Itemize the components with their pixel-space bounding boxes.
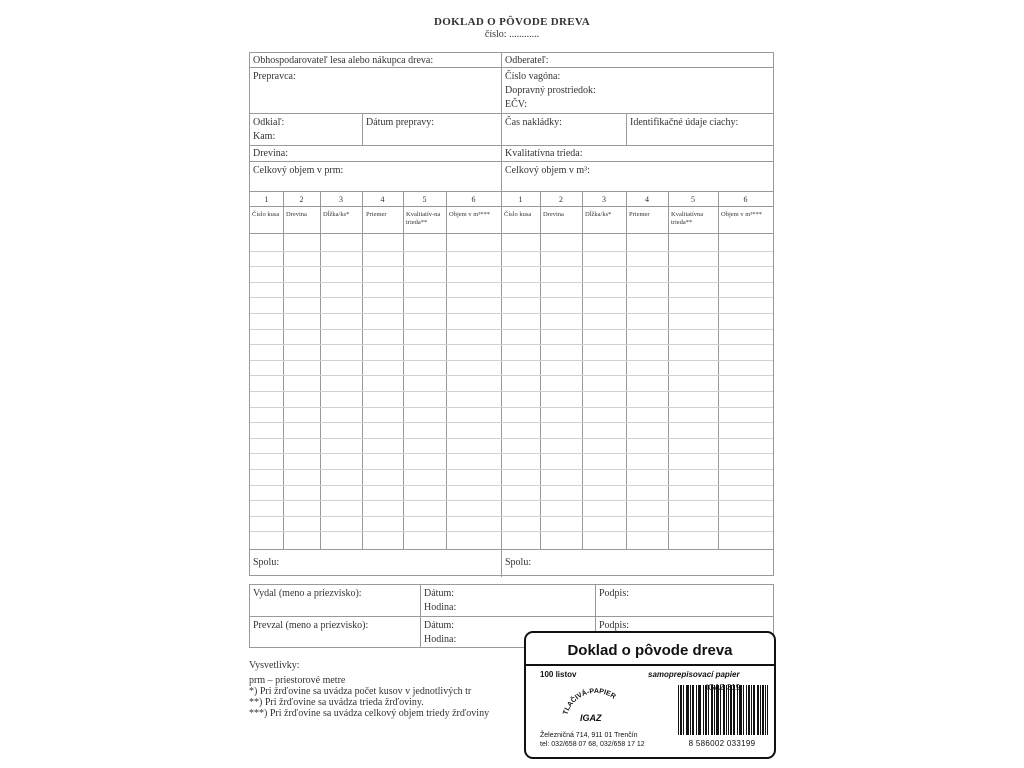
cell-divider — [626, 113, 627, 145]
column-divider — [362, 191, 363, 549]
barcode-bar — [693, 685, 694, 735]
barcode-bar — [724, 685, 725, 735]
row-line — [250, 453, 773, 454]
column-divider — [446, 191, 447, 549]
origin-form — [249, 52, 774, 576]
column-header: Dĺžka/ks* — [323, 211, 350, 218]
barcode-bar — [698, 685, 699, 735]
column-number: 2 — [299, 195, 304, 204]
barcode-bar — [741, 685, 742, 735]
column-divider — [283, 191, 284, 549]
phone: tel: 032/658 07 68, 032/658 17 12 — [540, 741, 645, 748]
barcode-bar — [717, 685, 718, 735]
barcode-bar — [712, 685, 713, 735]
barcode-bar — [767, 685, 768, 735]
barcode-bar — [746, 685, 747, 735]
product-title: Doklad o pôvode dreva — [567, 642, 733, 659]
document-number: číslo: ............ — [484, 29, 540, 40]
row-line — [250, 313, 773, 314]
column-header: Drevina — [543, 211, 564, 218]
product-code: IGAZ — [706, 683, 725, 692]
row-line — [250, 407, 773, 408]
column-divider — [718, 191, 719, 549]
barcode-bar — [718, 685, 719, 735]
barcode-bar — [711, 685, 712, 735]
barcode-digits: 8 586002 033199 — [688, 739, 756, 748]
column-number: 6 — [743, 195, 748, 204]
column-divider — [320, 191, 321, 549]
barcode-bar — [734, 685, 735, 735]
barcode-bar — [699, 685, 700, 735]
column-header: Priemer — [366, 211, 387, 218]
received-date-label: Dátum: — [424, 620, 454, 631]
barcode-bar — [720, 685, 721, 735]
row-line — [250, 344, 773, 345]
barcode-bar — [692, 685, 693, 735]
column-header: Objem v m³*** — [449, 211, 490, 218]
cell-divider — [362, 113, 363, 145]
barcode-bar — [740, 685, 741, 735]
received-signature-label: Podpis: — [599, 620, 630, 631]
loading-time-label: Čas nakládky: — [505, 117, 562, 128]
barcode-bar — [762, 685, 763, 735]
barcode-bar — [700, 685, 701, 735]
issued-label: Vydal (meno a priezvisko): — [253, 588, 362, 599]
notes-heading: Vysvetlivky: — [249, 660, 300, 671]
address: Železničná 714, 911 01 Trenčín — [540, 732, 638, 739]
issued-hour-label: Hodina: — [424, 602, 457, 613]
barcode-bar — [760, 685, 761, 735]
column-header: Objem v m³*** — [721, 211, 762, 218]
id-data-label: Identifikačné údaje ciachy: — [630, 117, 739, 128]
barcode-bar — [757, 685, 758, 735]
column-header: Drevina — [286, 211, 307, 218]
row-divider — [250, 206, 773, 207]
row-line — [250, 375, 773, 376]
row-line — [250, 329, 773, 330]
column-header: Kvalitatívna trieda** — [671, 211, 704, 226]
volume-m3-label: Celkový objem v m³: — [505, 165, 590, 176]
row-line — [250, 516, 773, 517]
barcode-bar — [680, 685, 681, 735]
manager-label: Obhospodarovateľ lesa alebo nákupca dreva: — [253, 55, 434, 66]
barcode-bar — [753, 685, 754, 735]
column-header: Dĺžka/ks* — [585, 211, 612, 218]
row-divider — [250, 616, 773, 617]
buyer-label: Odberateľ: — [505, 55, 549, 66]
barcode-bar — [758, 685, 759, 735]
row-divider — [250, 67, 773, 68]
row-divider — [250, 191, 773, 192]
barcode-bar — [748, 685, 749, 735]
logo-arc-text: TLAČIVÁ-PAPIER — [562, 687, 617, 716]
column-number: 5 — [691, 195, 695, 204]
cell-divider — [420, 585, 421, 647]
barcode-bar — [705, 685, 706, 735]
row-divider — [250, 113, 773, 114]
barcode-bar — [714, 685, 715, 735]
product-label — [524, 631, 776, 759]
barcode-bar — [730, 685, 731, 735]
row-divider — [250, 161, 773, 162]
center-divider — [501, 53, 502, 577]
received-label: Prevzal (meno a priezvisko): — [253, 620, 369, 631]
barcode-bar — [683, 685, 684, 735]
column-header: Priemer — [629, 211, 650, 218]
barcode-bar — [678, 685, 679, 735]
barcode-bar — [687, 685, 688, 735]
row-line — [250, 266, 773, 267]
barcode-bar — [739, 685, 740, 735]
transport-date-label: Dátum prepravy: — [366, 117, 435, 128]
volume-prm-label: Celkový objem v prm: — [253, 165, 344, 176]
row-divider — [250, 145, 773, 146]
column-divider — [540, 191, 541, 549]
column-number: 6 — [471, 195, 476, 204]
notes-line: prm – priestorové metre — [249, 675, 346, 686]
carrier-label: Prepravca: — [253, 71, 296, 82]
row-line — [250, 251, 773, 252]
barcode — [676, 685, 770, 737]
received-hour-label: Hodina: — [424, 634, 457, 645]
barcode-bar — [731, 685, 732, 735]
barcode-bar — [751, 685, 752, 735]
column-header: Číslo kusa — [504, 211, 532, 218]
notes — [249, 660, 489, 719]
barcode-bar — [754, 685, 755, 735]
sheet-count: 100 listov — [540, 670, 577, 679]
column-number: 3 — [602, 195, 606, 204]
column-number: 4 — [645, 195, 649, 204]
column-number: 4 — [380, 195, 385, 204]
total-label-left: Spolu: — [253, 557, 280, 568]
paper-type: samoprepisovací papier — [648, 670, 740, 679]
logo-text: IGAZ — [580, 713, 602, 723]
barcode-bar — [708, 685, 709, 735]
issued-signature-label: Podpis: — [599, 588, 630, 599]
to-label: Kam: — [253, 131, 276, 142]
row-line — [250, 282, 773, 283]
row-divider — [250, 233, 773, 234]
column-number: 5 — [422, 195, 427, 204]
column-header: Číslo kusa — [252, 211, 280, 218]
row-line — [250, 422, 773, 423]
ecv-label: EČV: — [505, 99, 528, 110]
column-number: 2 — [559, 195, 563, 204]
divider — [526, 664, 774, 666]
barcode-icon — [676, 685, 770, 737]
wagon-label: Číslo vagóna: — [505, 71, 561, 82]
row-line — [250, 438, 773, 439]
barcode-bar — [716, 685, 717, 735]
row-line — [250, 297, 773, 298]
barcode-bar — [765, 685, 766, 735]
quality-label: Kvalitatívna trieda: — [505, 148, 583, 159]
column-divider — [668, 191, 669, 549]
barcode-bar — [763, 685, 764, 735]
wood-label: Drevina: — [253, 148, 288, 159]
barcode-bar — [688, 685, 689, 735]
barcode-bar — [726, 685, 727, 735]
row-line — [250, 531, 773, 532]
barcode-bar — [706, 685, 707, 735]
row-line — [250, 360, 773, 361]
column-number: 3 — [339, 195, 343, 204]
column-divider — [403, 191, 404, 549]
row-divider — [250, 549, 773, 550]
column-number: 1 — [518, 195, 523, 204]
notes-line: *) Pri žrďovine sa uvádza počet kusov v jednotlivých tr — [249, 686, 472, 697]
barcode-bar — [728, 685, 729, 735]
notes-line: **) Pri žrďovine sa uvádza trieda žrďoviny. — [249, 697, 424, 708]
from-label: Odkiaľ: — [253, 117, 285, 128]
barcode-bar — [733, 685, 734, 735]
igaz-logo-icon — [556, 685, 636, 731]
column-header: Kvalitatív-na trieda** — [406, 211, 441, 226]
barcode-bar — [703, 685, 704, 735]
row-line — [250, 391, 773, 392]
barcode-bar — [686, 685, 687, 735]
column-divider — [582, 191, 583, 549]
column-divider — [626, 191, 627, 549]
barcode-bar — [737, 685, 738, 735]
notes-line: ***) Pri žrďovine sa uvádza celkový objem triedy žrďoviny — [249, 708, 490, 719]
barcode-bar — [743, 685, 744, 735]
row-line — [250, 469, 773, 470]
barcode-bar — [696, 685, 697, 735]
total-label-right: Spolu: — [505, 557, 532, 568]
barcode-bar — [690, 685, 691, 735]
column-number: 1 — [264, 195, 269, 204]
row-line — [250, 500, 773, 501]
vehicle-label: Dopravný prostriedok: — [505, 85, 596, 96]
svg-text:TLAČIVÁ-PAPIER — [562, 688, 616, 716]
barcode-bar — [681, 685, 682, 735]
barcode-bar — [749, 685, 750, 735]
document-title: DOKLAD O PÔVODE DREVA — [434, 16, 590, 28]
barcode-bar — [723, 685, 724, 735]
issued-date-label: Dátum: — [424, 588, 454, 599]
row-line — [250, 485, 773, 486]
